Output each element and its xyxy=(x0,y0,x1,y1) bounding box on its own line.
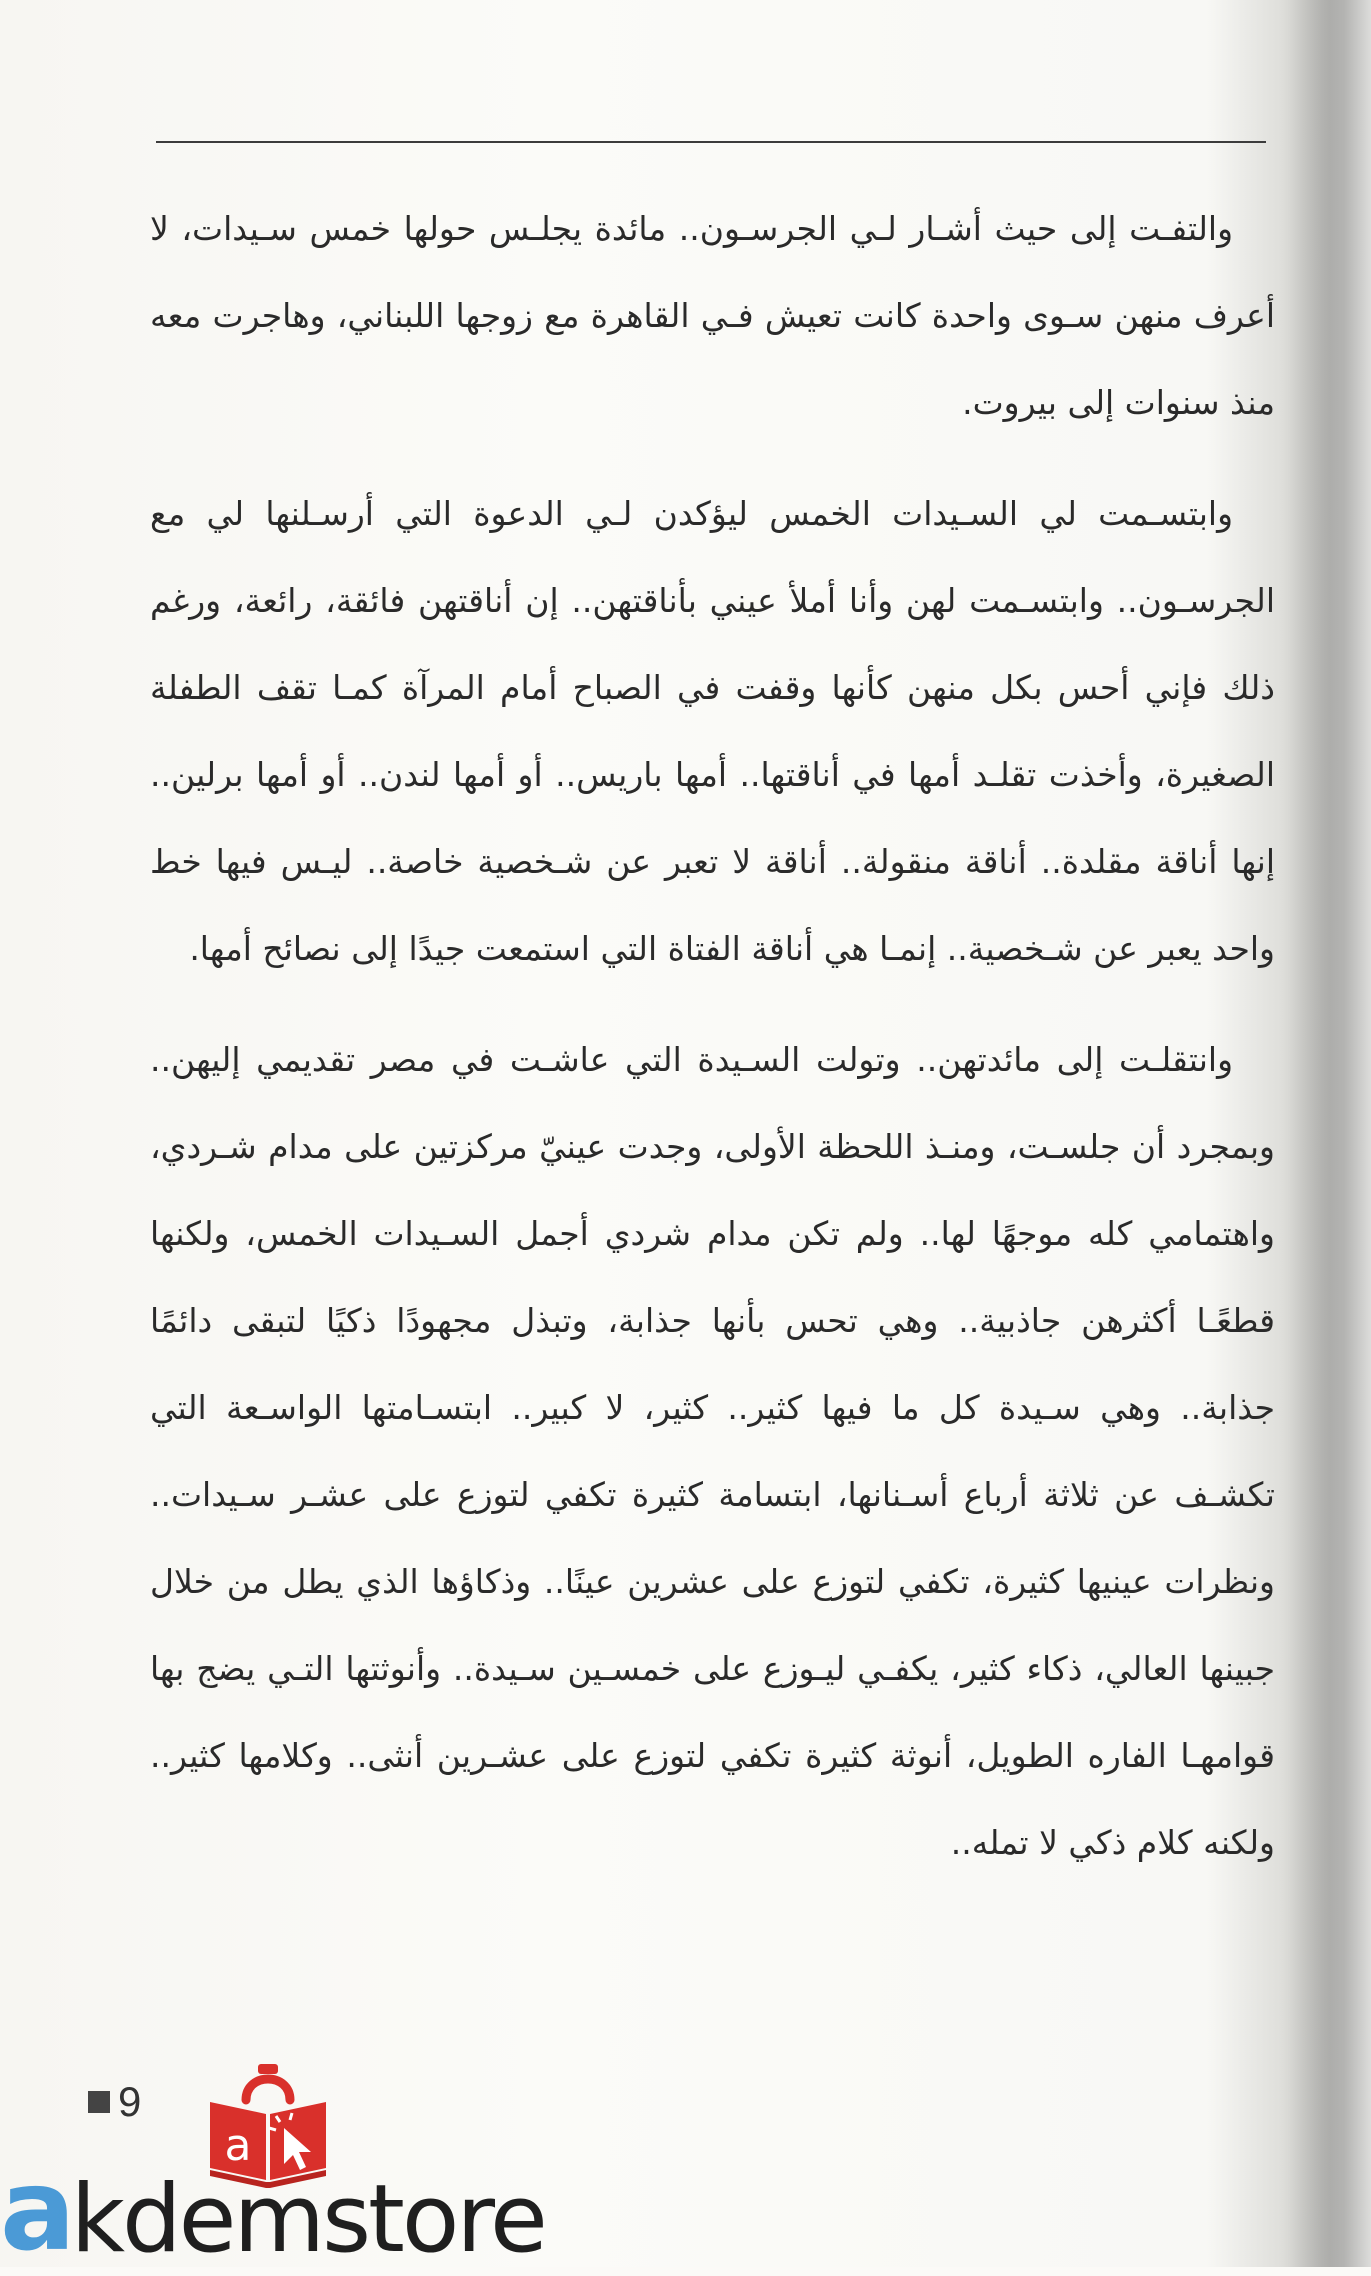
wordmark-a: a xyxy=(0,2146,73,2276)
page-footer xyxy=(88,2072,141,2132)
paragraph-2: وابتسـمت لي السـيدات الخمس ليؤكدن لـي الدعوة التي أرسـلنها لي مع الجرسـون.. وابتسـمت لهن وأنا أملأ عيني بأناقتهن.. إن أناقتهن فائقة، رائعة، ورغم ذلك فإني أحس بكل منهن كأنها وقفت في الصباح أمام المرآة كمـا تقف الطفلة الصغيرة، وأخذت تقلـد أمها في أناقتها.. أمها باريس.. أو أمها لندن.. أو أمها برلين.. إنها أناقة مقلدة.. أناقة منقولة.. أناقة لا تعبر عن شـخصية خاصة.. ليـس فيها خط واحد يعبر عن شـخصية.. إنمـا هي أناقة الفتاة التي استمعت جيدًا إلى نصائح أمها. xyxy=(150,494,1275,968)
wordmark-rest: kdemstore xyxy=(70,2165,545,2274)
body-text xyxy=(150,185,1275,1910)
akdemstore-wordmark xyxy=(0,2146,545,2276)
paragraph-3: وانتقلـت إلى مائدتهن.. وتولت السـيدة التي عاشـت في مصر تقديمي إليهن.. وبمجرد أن جلسـت، ومنـذ اللحظة الأولى، وجدت عينيّ مركزتين على مدام شـردي، واهتمامي كله موجهًا لها.. ولم تكن مدام شردي أجمل السـيدات الخمس، ولكنها قطعًـا أكثرهن جاذبية.. وهي تحس بأنها جذابة، وتبذل مجهودًا ذكيًا لتبقى دائمًا جذابة.. وهي سـيدة كل ما فيها كثير.. كثير، لا كبير.. ابتسـامتها الواسـعة التي تكشـف عن ثلاثة أرباع أسـنانها، ابتسامة كثيرة تكفي لتوزع على عشـر سـيدات.. ونظرات عينيها كثيرة، تكفي لتوزع على عشرين عينًا.. وذكاؤها الذي يطل من خلال جبينها العالي، ذكاء كثير، يكفـي ليـوزع على خمسـين سـيدة.. وأنوثتها التـي يضج بها قوامهـا الفاره الطويل، أنوثة كثيرة تكفي لتوزع على عشـرين أنثى.. وكلامها كثير.. ولكنه كلام ذكي لا تمله.. xyxy=(150,1040,1275,1862)
page-number: 9 xyxy=(118,2078,142,2125)
header-rule xyxy=(156,141,1266,143)
page-binding-shadow xyxy=(1281,0,1371,2267)
footer-square-icon xyxy=(88,2091,110,2113)
svg-text:a: a xyxy=(224,2120,252,2171)
paragraph-1: والتفـت إلى حيث أشـار لـي الجرسـون.. مائدة يجلـس حولها خمس سـيدات، لا أعرف منهن سـوى واحدة كانت تعيش فـي القاهرة مع زوجها اللبناني، وهاجرت معه منذ سنوات إلى بيروت. xyxy=(150,209,1275,422)
